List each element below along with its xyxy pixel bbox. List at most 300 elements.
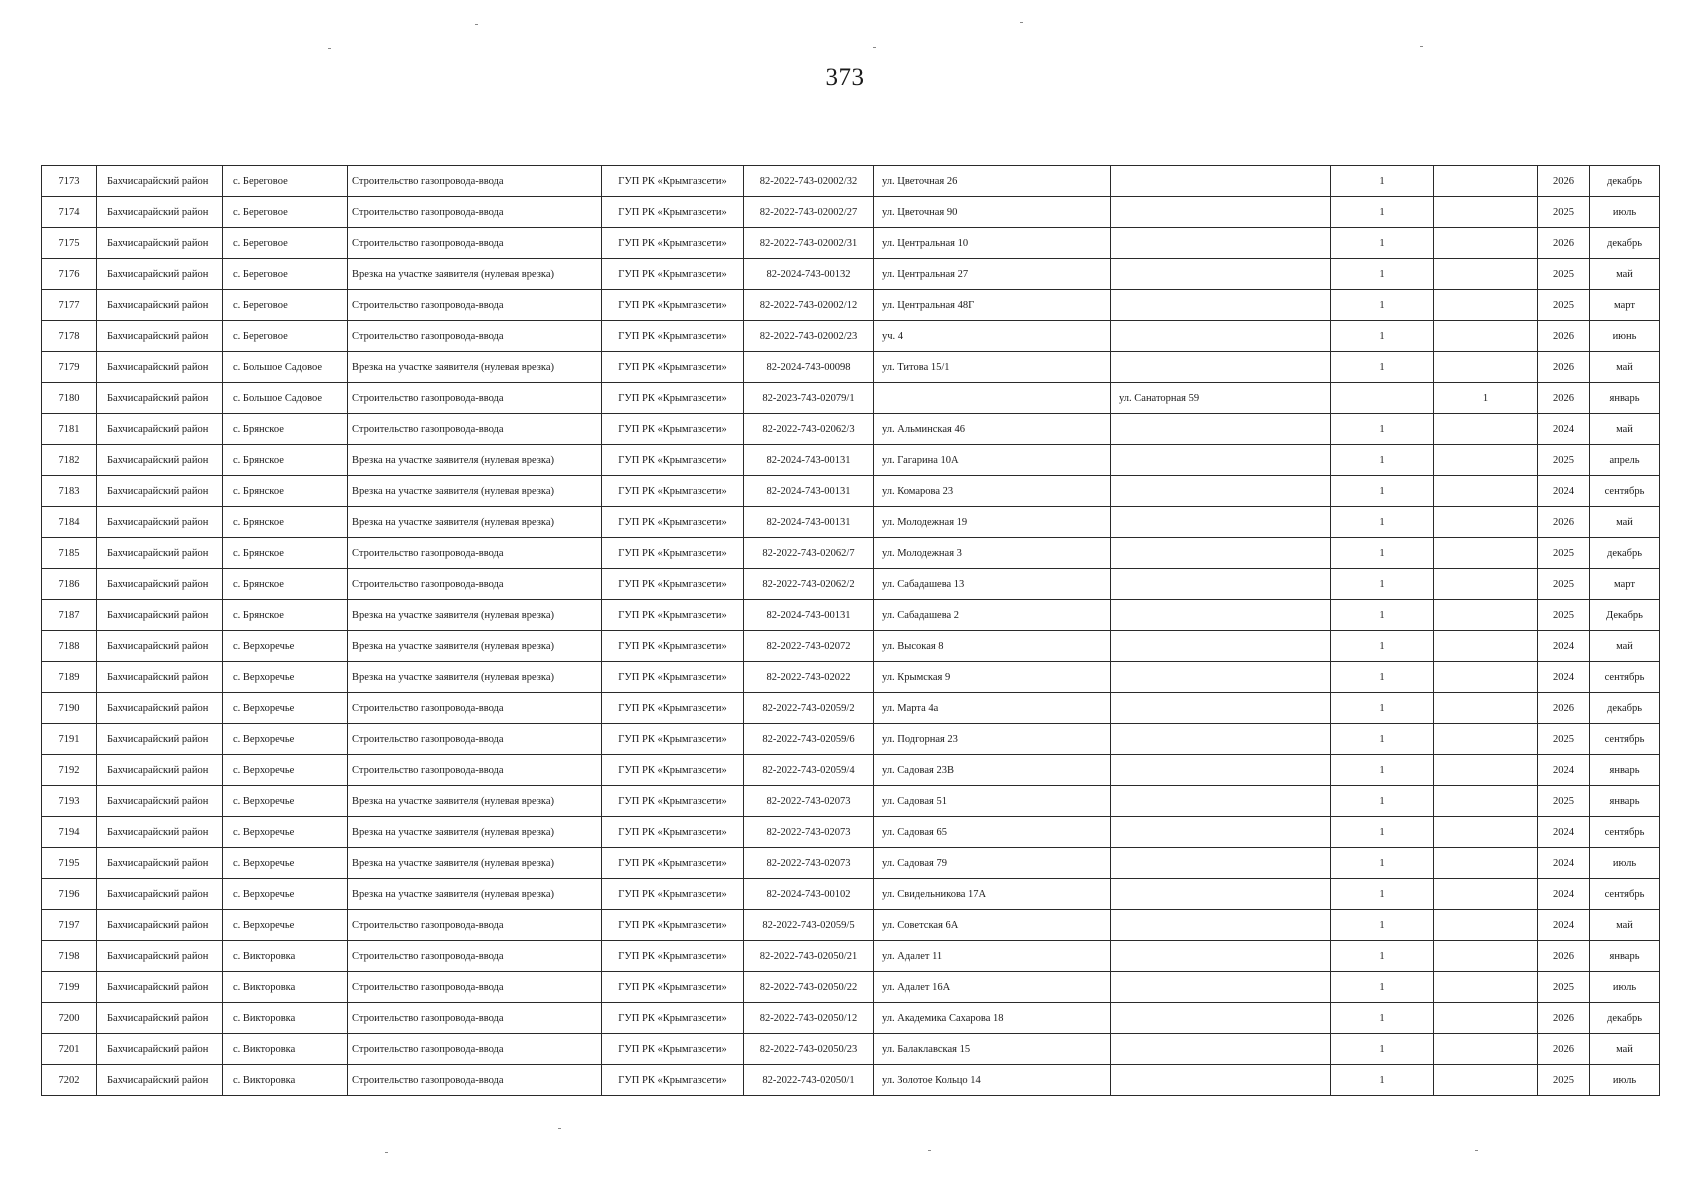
address-cell: ул. Сабадашева 13 bbox=[874, 569, 1111, 600]
village-cell: с. Береговое bbox=[223, 197, 348, 228]
address-alt-cell bbox=[1111, 290, 1331, 321]
permit-code-cell: 82-2022-743-02073 bbox=[744, 786, 874, 817]
row-number: 7183 bbox=[42, 476, 97, 507]
address-alt-cell bbox=[1111, 755, 1331, 786]
mark-cell: 1 bbox=[1331, 259, 1434, 290]
mark-cell: 1 bbox=[1331, 321, 1434, 352]
mark-cell: 1 bbox=[1331, 352, 1434, 383]
year-cell: 2025 bbox=[1538, 538, 1590, 569]
work-type-cell: Строительство газопровода-ввода bbox=[348, 383, 602, 414]
mark-alt-cell bbox=[1434, 755, 1538, 786]
address-alt-cell bbox=[1111, 321, 1331, 352]
year-cell: 2025 bbox=[1538, 445, 1590, 476]
year-cell: 2026 bbox=[1538, 1034, 1590, 1065]
village-cell: с. Береговое bbox=[223, 228, 348, 259]
district-cell: Бахчисарайский район bbox=[97, 507, 223, 538]
mark-alt-cell: 1 bbox=[1434, 383, 1538, 414]
address-alt-cell bbox=[1111, 476, 1331, 507]
mark-cell: 1 bbox=[1331, 228, 1434, 259]
village-cell: с. Верхоречье bbox=[223, 786, 348, 817]
organization-cell: ГУП РК «Крымгазсети» bbox=[602, 910, 744, 941]
month-cell: декабрь bbox=[1590, 693, 1660, 724]
table-row bbox=[42, 848, 1660, 879]
mark-cell: 1 bbox=[1331, 848, 1434, 879]
year-cell: 2025 bbox=[1538, 1065, 1590, 1096]
district-cell: Бахчисарайский район bbox=[97, 259, 223, 290]
work-type-cell: Строительство газопровода-ввода bbox=[348, 1034, 602, 1065]
mark-cell: 1 bbox=[1331, 414, 1434, 445]
month-cell: декабрь bbox=[1590, 228, 1660, 259]
address-cell: ул. Балаклавская 15 bbox=[874, 1034, 1111, 1065]
village-cell: с. Викторовка bbox=[223, 1003, 348, 1034]
address-cell: ул. Золотое Кольцо 14 bbox=[874, 1065, 1111, 1096]
address-cell: ул. Центральная 10 bbox=[874, 228, 1111, 259]
address-alt-cell bbox=[1111, 1034, 1331, 1065]
work-type-cell: Врезка на участке заявителя (нулевая врезка) bbox=[348, 631, 602, 662]
scan-speck bbox=[475, 24, 478, 25]
year-cell: 2026 bbox=[1538, 693, 1590, 724]
district-cell: Бахчисарайский район bbox=[97, 600, 223, 631]
scan-speck bbox=[558, 1128, 561, 1129]
address-alt-cell bbox=[1111, 693, 1331, 724]
mark-alt-cell bbox=[1434, 569, 1538, 600]
table-row bbox=[42, 972, 1660, 1003]
address-alt-cell bbox=[1111, 1003, 1331, 1034]
address-alt-cell bbox=[1111, 724, 1331, 755]
address-alt-cell bbox=[1111, 600, 1331, 631]
year-cell: 2024 bbox=[1538, 817, 1590, 848]
mark-cell: 1 bbox=[1331, 631, 1434, 662]
month-cell: сентябрь bbox=[1590, 817, 1660, 848]
organization-cell: ГУП РК «Крымгазсети» bbox=[602, 569, 744, 600]
village-cell: с. Брянское bbox=[223, 538, 348, 569]
mark-alt-cell bbox=[1434, 259, 1538, 290]
work-type-cell: Строительство газопровода-ввода bbox=[348, 1065, 602, 1096]
permit-code-cell: 82-2022-743-02050/12 bbox=[744, 1003, 874, 1034]
permit-code-cell: 82-2022-743-02072 bbox=[744, 631, 874, 662]
month-cell: май bbox=[1590, 910, 1660, 941]
month-cell: март bbox=[1590, 569, 1660, 600]
organization-cell: ГУП РК «Крымгазсети» bbox=[602, 445, 744, 476]
month-cell: январь bbox=[1590, 786, 1660, 817]
address-alt-cell bbox=[1111, 848, 1331, 879]
year-cell: 2024 bbox=[1538, 631, 1590, 662]
village-cell: с. Береговое bbox=[223, 290, 348, 321]
address-cell: ул. Садовая 51 bbox=[874, 786, 1111, 817]
year-cell: 2026 bbox=[1538, 383, 1590, 414]
address-alt-cell bbox=[1111, 879, 1331, 910]
organization-cell: ГУП РК «Крымгазсети» bbox=[602, 197, 744, 228]
organization-cell: ГУП РК «Крымгазсети» bbox=[602, 259, 744, 290]
address-cell: ул. Центральная 48Г bbox=[874, 290, 1111, 321]
village-cell: с. Верхоречье bbox=[223, 817, 348, 848]
year-cell: 2026 bbox=[1538, 166, 1590, 197]
permit-code-cell: 82-2024-743-00131 bbox=[744, 507, 874, 538]
mark-cell: 1 bbox=[1331, 569, 1434, 600]
mark-alt-cell bbox=[1434, 1065, 1538, 1096]
work-type-cell: Врезка на участке заявителя (нулевая врезка) bbox=[348, 600, 602, 631]
month-cell: апрель bbox=[1590, 445, 1660, 476]
address-cell: ул. Высокая 8 bbox=[874, 631, 1111, 662]
table-row bbox=[42, 631, 1660, 662]
row-number: 7192 bbox=[42, 755, 97, 786]
table-row bbox=[42, 1003, 1660, 1034]
village-cell: с. Брянское bbox=[223, 600, 348, 631]
month-cell: май bbox=[1590, 259, 1660, 290]
row-number: 7173 bbox=[42, 166, 97, 197]
year-cell: 2024 bbox=[1538, 414, 1590, 445]
organization-cell: ГУП РК «Крымгазсети» bbox=[602, 693, 744, 724]
row-number: 7179 bbox=[42, 352, 97, 383]
month-cell: декабрь bbox=[1590, 1003, 1660, 1034]
work-type-cell: Строительство газопровода-ввода bbox=[348, 538, 602, 569]
permit-code-cell: 82-2022-743-02050/23 bbox=[744, 1034, 874, 1065]
address-alt-cell bbox=[1111, 631, 1331, 662]
mark-alt-cell bbox=[1434, 631, 1538, 662]
table-body bbox=[42, 166, 1660, 1096]
district-cell: Бахчисарайский район bbox=[97, 631, 223, 662]
village-cell: с. Брянское bbox=[223, 476, 348, 507]
work-type-cell: Врезка на участке заявителя (нулевая врезка) bbox=[348, 786, 602, 817]
village-cell: с. Брянское bbox=[223, 445, 348, 476]
address-cell bbox=[874, 383, 1111, 414]
address-alt-cell bbox=[1111, 166, 1331, 197]
organization-cell: ГУП РК «Крымгазсети» bbox=[602, 476, 744, 507]
table-row bbox=[42, 414, 1660, 445]
row-number: 7190 bbox=[42, 693, 97, 724]
organization-cell: ГУП РК «Крымгазсети» bbox=[602, 352, 744, 383]
district-cell: Бахчисарайский район bbox=[97, 197, 223, 228]
month-cell: май bbox=[1590, 631, 1660, 662]
address-alt-cell bbox=[1111, 197, 1331, 228]
table-row bbox=[42, 383, 1660, 414]
table-row bbox=[42, 321, 1660, 352]
address-alt-cell bbox=[1111, 786, 1331, 817]
village-cell: с. Верхоречье bbox=[223, 631, 348, 662]
address-cell: ул. Сабадашева 2 bbox=[874, 600, 1111, 631]
address-cell: ул. Комарова 23 bbox=[874, 476, 1111, 507]
year-cell: 2026 bbox=[1538, 941, 1590, 972]
district-cell: Бахчисарайский район bbox=[97, 786, 223, 817]
year-cell: 2025 bbox=[1538, 786, 1590, 817]
month-cell: март bbox=[1590, 290, 1660, 321]
row-number: 7198 bbox=[42, 941, 97, 972]
permit-code-cell: 82-2024-743-00131 bbox=[744, 476, 874, 507]
work-type-cell: Врезка на участке заявителя (нулевая врезка) bbox=[348, 817, 602, 848]
address-cell: ул. Гагарина 10А bbox=[874, 445, 1111, 476]
scan-speck bbox=[873, 47, 876, 48]
organization-cell: ГУП РК «Крымгазсети» bbox=[602, 1003, 744, 1034]
row-number: 7194 bbox=[42, 817, 97, 848]
permit-code-cell: 82-2024-743-00131 bbox=[744, 600, 874, 631]
month-cell: Декабрь bbox=[1590, 600, 1660, 631]
address-alt-cell bbox=[1111, 259, 1331, 290]
permit-code-cell: 82-2022-743-02002/12 bbox=[744, 290, 874, 321]
row-number: 7187 bbox=[42, 600, 97, 631]
address-cell: ул. Молодежная 19 bbox=[874, 507, 1111, 538]
permit-code-cell: 82-2022-743-02062/7 bbox=[744, 538, 874, 569]
mark-cell: 1 bbox=[1331, 693, 1434, 724]
work-type-cell: Строительство газопровода-ввода bbox=[348, 755, 602, 786]
address-alt-cell bbox=[1111, 507, 1331, 538]
month-cell: январь bbox=[1590, 941, 1660, 972]
work-type-cell: Строительство газопровода-ввода bbox=[348, 321, 602, 352]
row-number: 7188 bbox=[42, 631, 97, 662]
work-type-cell: Строительство газопровода-ввода bbox=[348, 693, 602, 724]
row-number: 7178 bbox=[42, 321, 97, 352]
district-cell: Бахчисарайский район bbox=[97, 817, 223, 848]
registry-table-wrapper bbox=[41, 165, 1660, 1096]
permit-code-cell: 82-2023-743-02079/1 bbox=[744, 383, 874, 414]
village-cell: с. Верхоречье bbox=[223, 662, 348, 693]
district-cell: Бахчисарайский район bbox=[97, 848, 223, 879]
work-type-cell: Строительство газопровода-ввода bbox=[348, 166, 602, 197]
address-alt-cell bbox=[1111, 662, 1331, 693]
table-row bbox=[42, 166, 1660, 197]
table-row bbox=[42, 941, 1660, 972]
organization-cell: ГУП РК «Крымгазсети» bbox=[602, 414, 744, 445]
month-cell: сентябрь bbox=[1590, 879, 1660, 910]
work-type-cell: Строительство газопровода-ввода bbox=[348, 910, 602, 941]
address-alt-cell bbox=[1111, 817, 1331, 848]
year-cell: 2025 bbox=[1538, 724, 1590, 755]
work-type-cell: Строительство газопровода-ввода bbox=[348, 197, 602, 228]
month-cell: январь bbox=[1590, 755, 1660, 786]
mark-cell: 1 bbox=[1331, 941, 1434, 972]
row-number: 7181 bbox=[42, 414, 97, 445]
address-cell: ул. Марта 4а bbox=[874, 693, 1111, 724]
address-alt-cell bbox=[1111, 569, 1331, 600]
work-type-cell: Врезка на участке заявителя (нулевая врезка) bbox=[348, 879, 602, 910]
district-cell: Бахчисарайский район bbox=[97, 569, 223, 600]
year-cell: 2024 bbox=[1538, 879, 1590, 910]
district-cell: Бахчисарайский район bbox=[97, 445, 223, 476]
mark-alt-cell bbox=[1434, 972, 1538, 1003]
work-type-cell: Строительство газопровода-ввода bbox=[348, 290, 602, 321]
month-cell: декабрь bbox=[1590, 538, 1660, 569]
district-cell: Бахчисарайский район bbox=[97, 352, 223, 383]
scan-speck bbox=[928, 1150, 931, 1151]
district-cell: Бахчисарайский район bbox=[97, 1065, 223, 1096]
mark-alt-cell bbox=[1434, 600, 1538, 631]
district-cell: Бахчисарайский район bbox=[97, 879, 223, 910]
mark-alt-cell bbox=[1434, 786, 1538, 817]
organization-cell: ГУП РК «Крымгазсети» bbox=[602, 228, 744, 259]
scan-speck bbox=[385, 1152, 388, 1153]
permit-code-cell: 82-2022-743-02059/6 bbox=[744, 724, 874, 755]
mark-cell: 1 bbox=[1331, 197, 1434, 228]
work-type-cell: Врезка на участке заявителя (нулевая врезка) bbox=[348, 445, 602, 476]
month-cell: июль bbox=[1590, 197, 1660, 228]
month-cell: июль bbox=[1590, 972, 1660, 1003]
mark-cell: 1 bbox=[1331, 817, 1434, 848]
mark-alt-cell bbox=[1434, 538, 1538, 569]
village-cell: с. Береговое bbox=[223, 321, 348, 352]
year-cell: 2024 bbox=[1538, 476, 1590, 507]
mark-alt-cell bbox=[1434, 848, 1538, 879]
address-cell: ул. Молодежная 3 bbox=[874, 538, 1111, 569]
permit-code-cell: 82-2022-743-02073 bbox=[744, 817, 874, 848]
mark-alt-cell bbox=[1434, 941, 1538, 972]
mark-cell bbox=[1331, 383, 1434, 414]
table-row bbox=[42, 507, 1660, 538]
year-cell: 2025 bbox=[1538, 197, 1590, 228]
work-type-cell: Врезка на участке заявителя (нулевая врезка) bbox=[348, 476, 602, 507]
year-cell: 2025 bbox=[1538, 290, 1590, 321]
permit-code-cell: 82-2022-743-02050/1 bbox=[744, 1065, 874, 1096]
address-alt-cell bbox=[1111, 414, 1331, 445]
table-row bbox=[42, 910, 1660, 941]
district-cell: Бахчисарайский район bbox=[97, 910, 223, 941]
mark-alt-cell bbox=[1434, 290, 1538, 321]
mark-cell: 1 bbox=[1331, 290, 1434, 321]
permit-code-cell: 82-2022-743-02002/23 bbox=[744, 321, 874, 352]
month-cell: декабрь bbox=[1590, 166, 1660, 197]
organization-cell: ГУП РК «Крымгазсети» bbox=[602, 1065, 744, 1096]
month-cell: сентябрь bbox=[1590, 662, 1660, 693]
address-cell: ул. Цветочная 90 bbox=[874, 197, 1111, 228]
address-alt-cell bbox=[1111, 445, 1331, 476]
year-cell: 2026 bbox=[1538, 1003, 1590, 1034]
table-row bbox=[42, 786, 1660, 817]
year-cell: 2026 bbox=[1538, 321, 1590, 352]
work-type-cell: Врезка на участке заявителя (нулевая врезка) bbox=[348, 352, 602, 383]
organization-cell: ГУП РК «Крымгазсети» bbox=[602, 817, 744, 848]
village-cell: с. Верхоречье bbox=[223, 910, 348, 941]
village-cell: с. Береговое bbox=[223, 259, 348, 290]
permit-code-cell: 82-2022-743-02062/3 bbox=[744, 414, 874, 445]
row-number: 7175 bbox=[42, 228, 97, 259]
table-row bbox=[42, 1065, 1660, 1096]
work-type-cell: Строительство газопровода-ввода bbox=[348, 724, 602, 755]
table-row bbox=[42, 259, 1660, 290]
mark-alt-cell bbox=[1434, 1003, 1538, 1034]
month-cell: май bbox=[1590, 1034, 1660, 1065]
table-row bbox=[42, 662, 1660, 693]
address-cell: уч. 4 bbox=[874, 321, 1111, 352]
table-row bbox=[42, 724, 1660, 755]
mark-cell: 1 bbox=[1331, 476, 1434, 507]
work-type-cell: Строительство газопровода-ввода bbox=[348, 228, 602, 259]
mark-alt-cell bbox=[1434, 910, 1538, 941]
village-cell: с. Викторовка bbox=[223, 941, 348, 972]
address-alt-cell bbox=[1111, 941, 1331, 972]
year-cell: 2025 bbox=[1538, 600, 1590, 631]
district-cell: Бахчисарайский район bbox=[97, 972, 223, 1003]
village-cell: с. Брянское bbox=[223, 507, 348, 538]
row-number: 7199 bbox=[42, 972, 97, 1003]
village-cell: с. Брянское bbox=[223, 414, 348, 445]
organization-cell: ГУП РК «Крымгазсети» bbox=[602, 662, 744, 693]
year-cell: 2024 bbox=[1538, 910, 1590, 941]
table-row bbox=[42, 569, 1660, 600]
mark-cell: 1 bbox=[1331, 507, 1434, 538]
mark-alt-cell bbox=[1434, 817, 1538, 848]
row-number: 7182 bbox=[42, 445, 97, 476]
district-cell: Бахчисарайский район bbox=[97, 941, 223, 972]
table-row bbox=[42, 1034, 1660, 1065]
table-row bbox=[42, 476, 1660, 507]
mark-cell: 1 bbox=[1331, 445, 1434, 476]
row-number: 7196 bbox=[42, 879, 97, 910]
organization-cell: ГУП РК «Крымгазсети» bbox=[602, 383, 744, 414]
row-number: 7193 bbox=[42, 786, 97, 817]
organization-cell: ГУП РК «Крымгазсети» bbox=[602, 538, 744, 569]
address-alt-cell bbox=[1111, 910, 1331, 941]
address-alt-cell bbox=[1111, 228, 1331, 259]
row-number: 7189 bbox=[42, 662, 97, 693]
organization-cell: ГУП РК «Крымгазсети» bbox=[602, 631, 744, 662]
table-row bbox=[42, 352, 1660, 383]
permit-code-cell: 82-2022-743-02050/21 bbox=[744, 941, 874, 972]
registry-table bbox=[41, 165, 1660, 1096]
row-number: 7176 bbox=[42, 259, 97, 290]
year-cell: 2024 bbox=[1538, 848, 1590, 879]
organization-cell: ГУП РК «Крымгазсети» bbox=[602, 290, 744, 321]
mark-cell: 1 bbox=[1331, 724, 1434, 755]
scan-speck bbox=[328, 48, 331, 49]
village-cell: с. Верхоречье bbox=[223, 724, 348, 755]
permit-code-cell: 82-2024-743-00131 bbox=[744, 445, 874, 476]
table-row bbox=[42, 600, 1660, 631]
permit-code-cell: 82-2022-743-02002/32 bbox=[744, 166, 874, 197]
village-cell: с. Викторовка bbox=[223, 1065, 348, 1096]
work-type-cell: Строительство газопровода-ввода bbox=[348, 972, 602, 1003]
table-row bbox=[42, 755, 1660, 786]
address-cell: ул. Альминская 46 bbox=[874, 414, 1111, 445]
mark-alt-cell bbox=[1434, 352, 1538, 383]
address-alt-cell bbox=[1111, 538, 1331, 569]
district-cell: Бахчисарайский район bbox=[97, 693, 223, 724]
month-cell: июль bbox=[1590, 1065, 1660, 1096]
address-alt-cell bbox=[1111, 352, 1331, 383]
table-row bbox=[42, 879, 1660, 910]
work-type-cell: Врезка на участке заявителя (нулевая врезка) bbox=[348, 507, 602, 538]
permit-code-cell: 82-2022-743-02002/27 bbox=[744, 197, 874, 228]
district-cell: Бахчисарайский район bbox=[97, 724, 223, 755]
row-number: 7180 bbox=[42, 383, 97, 414]
mark-cell: 1 bbox=[1331, 972, 1434, 1003]
mark-alt-cell bbox=[1434, 476, 1538, 507]
village-cell: с. Брянское bbox=[223, 569, 348, 600]
organization-cell: ГУП РК «Крымгазсети» bbox=[602, 848, 744, 879]
permit-code-cell: 82-2022-743-02062/2 bbox=[744, 569, 874, 600]
district-cell: Бахчисарайский район bbox=[97, 662, 223, 693]
village-cell: с. Большое Садовое bbox=[223, 383, 348, 414]
mark-alt-cell bbox=[1434, 724, 1538, 755]
mark-alt-cell bbox=[1434, 228, 1538, 259]
district-cell: Бахчисарайский район bbox=[97, 538, 223, 569]
address-cell: ул. Академика Сахарова 18 bbox=[874, 1003, 1111, 1034]
month-cell: сентябрь bbox=[1590, 476, 1660, 507]
table-row bbox=[42, 693, 1660, 724]
row-number: 7197 bbox=[42, 910, 97, 941]
address-cell: ул. Крымская 9 bbox=[874, 662, 1111, 693]
row-number: 7174 bbox=[42, 197, 97, 228]
village-cell: с. Викторовка bbox=[223, 1034, 348, 1065]
permit-code-cell: 82-2022-743-02002/31 bbox=[744, 228, 874, 259]
year-cell: 2025 bbox=[1538, 569, 1590, 600]
organization-cell: ГУП РК «Крымгазсети» bbox=[602, 724, 744, 755]
address-alt-cell bbox=[1111, 1065, 1331, 1096]
address-cell: ул. Садовая 23В bbox=[874, 755, 1111, 786]
address-cell: ул. Садовая 79 bbox=[874, 848, 1111, 879]
mark-alt-cell bbox=[1434, 321, 1538, 352]
month-cell: май bbox=[1590, 507, 1660, 538]
scan-speck bbox=[1475, 1150, 1478, 1151]
mark-cell: 1 bbox=[1331, 1034, 1434, 1065]
mark-alt-cell bbox=[1434, 662, 1538, 693]
